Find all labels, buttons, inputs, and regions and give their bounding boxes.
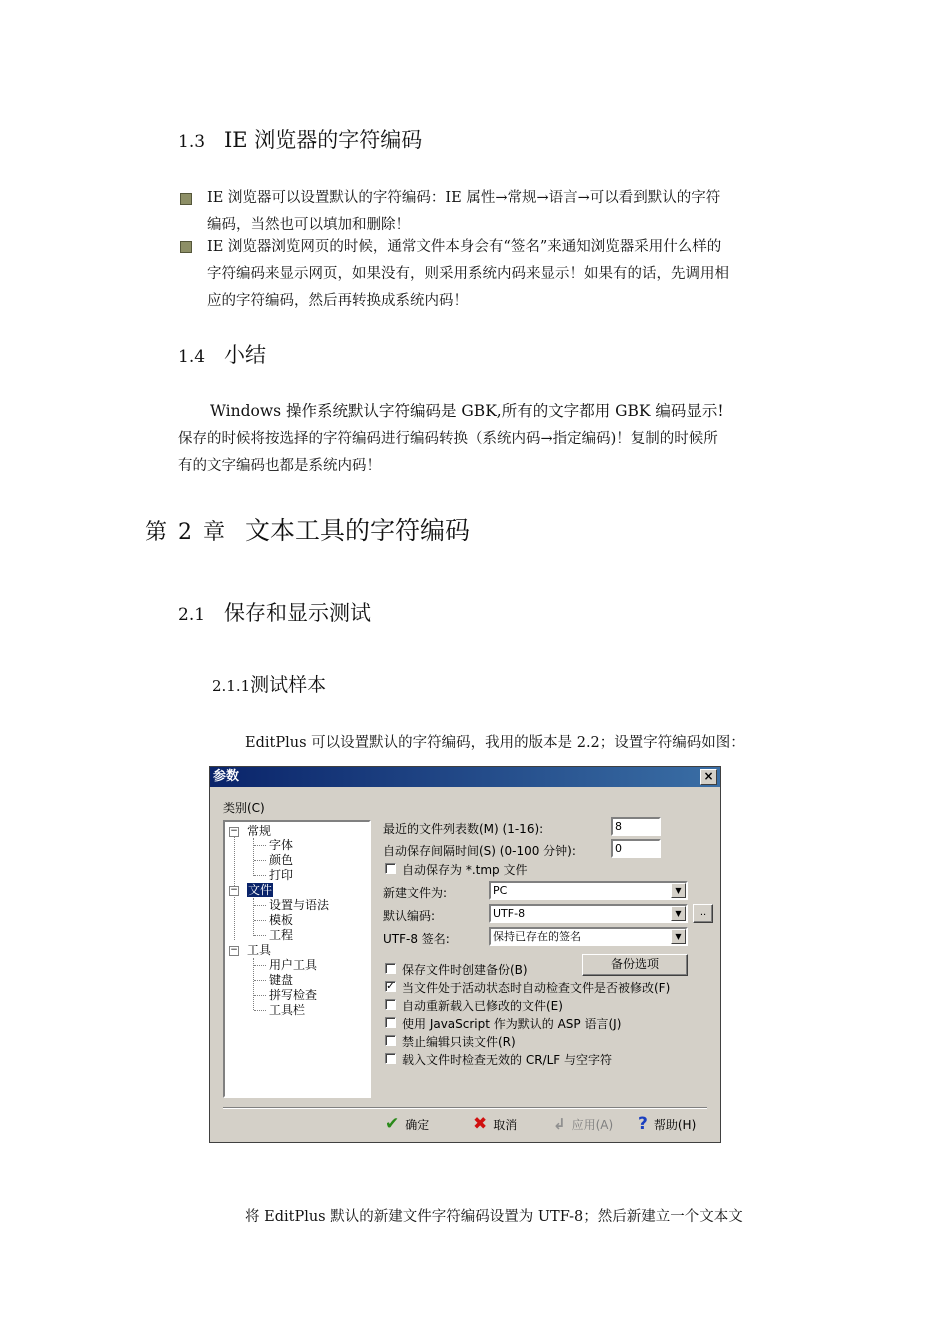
collapse-icon[interactable]: − xyxy=(230,885,238,895)
dropdown-arrow-icon[interactable]: ▼ xyxy=(671,883,686,898)
utf8-signature-select[interactable] xyxy=(489,927,688,946)
tree-item-toolbar[interactable]: 工具栏 xyxy=(269,1003,306,1017)
bullet-line: 编码，当然也可以填加和删除！ xyxy=(207,217,410,233)
tree-item-project[interactable]: 工程 xyxy=(269,928,294,942)
check-modified-label: 当文件处于活动状态时自动检查文件是否被修改(F) xyxy=(402,981,671,995)
bullet-line: IE 浏览器可以设置默认的字符编码：IE 属性→常规→语言→可以看到默认的字符 xyxy=(207,190,721,206)
tree-item-font[interactable]: 字体 xyxy=(269,838,294,852)
utf8-signature-value: 保持已存在的签名 xyxy=(493,930,581,943)
autosave-tmp-checkbox[interactable] xyxy=(385,863,396,874)
tree-line xyxy=(254,920,266,921)
default-encoding-select[interactable] xyxy=(489,904,688,923)
section-2-1-heading xyxy=(178,597,371,627)
section-title: 测试样本 xyxy=(250,674,327,696)
closing-text: 将 EditPlus 默认的新建文件字符编码设置为 UTF-8；然后新建立一个文本文 xyxy=(245,1209,743,1225)
tree-item-file-label: 文件 xyxy=(248,883,273,897)
cross-icon: ✖ xyxy=(473,1114,488,1134)
summary-line-1: Windows 操作系统默认字符编码是 GBK,所有的文字都用 GBK 编码显示! xyxy=(210,402,724,420)
tree-item-keyboard[interactable]: 键盘 xyxy=(269,973,294,987)
tree-line xyxy=(254,845,266,846)
tree-item-print[interactable]: 打印 xyxy=(269,868,294,882)
preferences-dialog xyxy=(209,766,721,1143)
chapter-title: 文本工具的字符编码 xyxy=(245,516,471,545)
reload-modified-checkbox[interactable] xyxy=(385,999,396,1010)
tree-line xyxy=(254,860,266,861)
dialog-titlebar xyxy=(210,767,720,787)
tree-item-user-tools[interactable]: 用户工具 xyxy=(269,958,318,972)
check-crlf-checkbox[interactable] xyxy=(385,1053,396,1064)
bullet-line: IE 浏览器浏览网页的时候，通常文件本身会有“签名”来通知浏览器采用什么样的 xyxy=(207,239,722,255)
javascript-asp-label: 使用 JavaScript 作为默认的 ASP 语言(J) xyxy=(402,1017,622,1031)
new-file-as-value: PC xyxy=(493,884,508,897)
section-number: 1.4 xyxy=(178,347,206,367)
backup-on-save-checkbox[interactable] xyxy=(385,963,396,974)
section-title: 保存和显示测试 xyxy=(224,601,371,625)
tree-line xyxy=(253,898,254,936)
autosave-interval-label: 自动保存间隔时间(S) (0-100 分钟): xyxy=(383,844,576,858)
bullet-line: 字符编码来显示网页，如果没有，则采用系统内码来显示！如果有的话，先调用相 xyxy=(207,266,729,282)
new-file-as-label: 新建文件为: xyxy=(383,886,448,900)
summary-line-3: 有的文字编码也都是系统内码！ xyxy=(178,458,381,474)
section-2-1-1-heading xyxy=(212,670,326,697)
section-number: 2.1 xyxy=(178,605,206,625)
bullet-square-icon xyxy=(180,241,192,253)
dialog-title: 参数 xyxy=(213,769,240,784)
check-crlf-label: 载入文件时检查无效的 CR/LF 与空字符 xyxy=(402,1053,612,1067)
tree-line xyxy=(254,965,266,966)
tree-line xyxy=(254,1010,266,1011)
autosave-interval-input[interactable]: 0 xyxy=(611,839,661,858)
tree-item-general[interactable]: 常规 xyxy=(247,824,272,838)
tree-line xyxy=(253,838,254,876)
dropdown-arrow-icon[interactable]: ▼ xyxy=(671,929,686,944)
backup-options-button[interactable]: 备份选项 xyxy=(582,954,688,976)
dropdown-arrow-icon[interactable]: ▼ xyxy=(671,906,686,921)
cancel-button[interactable] xyxy=(473,1116,517,1133)
autosave-tmp-label: 自动保存为 *.tmp 文件 xyxy=(402,863,528,877)
default-encoding-value: UTF-8 xyxy=(493,907,526,920)
bullet-square-icon xyxy=(180,193,192,205)
reload-modified-label: 自动重新载入已修改的文件(E) xyxy=(402,999,563,1013)
tree-line xyxy=(254,980,266,981)
javascript-asp-checkbox[interactable] xyxy=(385,1017,396,1028)
backup-on-save-label: 保存文件时创建备份(B) xyxy=(402,963,528,977)
tree-item-spell-check[interactable]: 拼写检查 xyxy=(269,988,318,1002)
default-encoding-label: 默认编码: xyxy=(383,909,436,923)
close-icon[interactable]: × xyxy=(700,769,717,785)
ok-label: 确定 xyxy=(405,1118,430,1132)
section-1-3-heading xyxy=(178,124,422,154)
chapter-heading xyxy=(145,511,470,547)
apply-arrow-icon: ↲ xyxy=(553,1115,566,1133)
category-tree[interactable] xyxy=(223,820,371,1098)
utf8-signature-label: UTF-8 签名: xyxy=(383,932,450,946)
recent-files-input[interactable]: 8 xyxy=(611,817,661,836)
check-modified-checkbox[interactable]: ✓ xyxy=(386,981,395,992)
tree-line xyxy=(254,905,266,906)
tree-item-color[interactable]: 颜色 xyxy=(269,853,294,867)
recent-files-label: 最近的文件列表数(M) (1-16): xyxy=(383,822,544,836)
bullet-1-text xyxy=(207,185,720,239)
question-icon: ? xyxy=(638,1114,648,1134)
tree-item-template[interactable]: 模板 xyxy=(269,913,294,927)
apply-button[interactable] xyxy=(553,1116,613,1133)
chapter-number: 第 2 章 xyxy=(145,520,227,545)
bullet-2-text xyxy=(207,234,729,315)
category-label: 类别(C) xyxy=(223,801,265,815)
section-title: IE 浏览器的字符编码 xyxy=(224,128,423,152)
tree-item-file[interactable] xyxy=(247,883,273,897)
ok-button[interactable] xyxy=(385,1116,429,1133)
no-edit-readonly-label: 禁止编辑只读文件(R) xyxy=(402,1035,516,1049)
encoding-more-button[interactable]: .. xyxy=(693,904,713,923)
collapse-icon[interactable]: − xyxy=(230,945,238,955)
section-number: 2.1.1 xyxy=(212,677,251,695)
help-button[interactable] xyxy=(638,1116,696,1133)
new-file-as-select[interactable] xyxy=(489,881,688,900)
apply-label: 应用(A) xyxy=(571,1118,614,1132)
tree-line xyxy=(254,995,266,996)
dialog-separator xyxy=(223,1107,707,1109)
cancel-label: 取消 xyxy=(493,1118,518,1132)
collapse-icon[interactable]: − xyxy=(230,826,238,836)
checkmark-icon: ✔ xyxy=(385,1114,400,1134)
no-edit-readonly-checkbox[interactable] xyxy=(385,1035,396,1046)
tree-line xyxy=(254,875,266,876)
tree-item-tools[interactable]: 工具 xyxy=(247,943,272,957)
intro-text: EditPlus 可以设置默认的字符编码，我用的版本是 2.2；设置字符编码如图： xyxy=(245,735,745,751)
tree-line xyxy=(254,935,266,936)
bullet-line: 应的字符编码，然后再转换成系统内码！ xyxy=(207,293,468,309)
summary-line-2: 保存的时候将按选择的字符编码进行编码转换（系统内码→指定编码)！复制的时候所 xyxy=(178,431,718,447)
tree-item-settings-syntax[interactable]: 设置与语法 xyxy=(269,898,330,912)
section-1-4-heading xyxy=(178,339,266,369)
section-number: 1.3 xyxy=(178,132,206,152)
section-title: 小结 xyxy=(224,343,266,367)
help-label: 帮助(H) xyxy=(653,1118,697,1132)
